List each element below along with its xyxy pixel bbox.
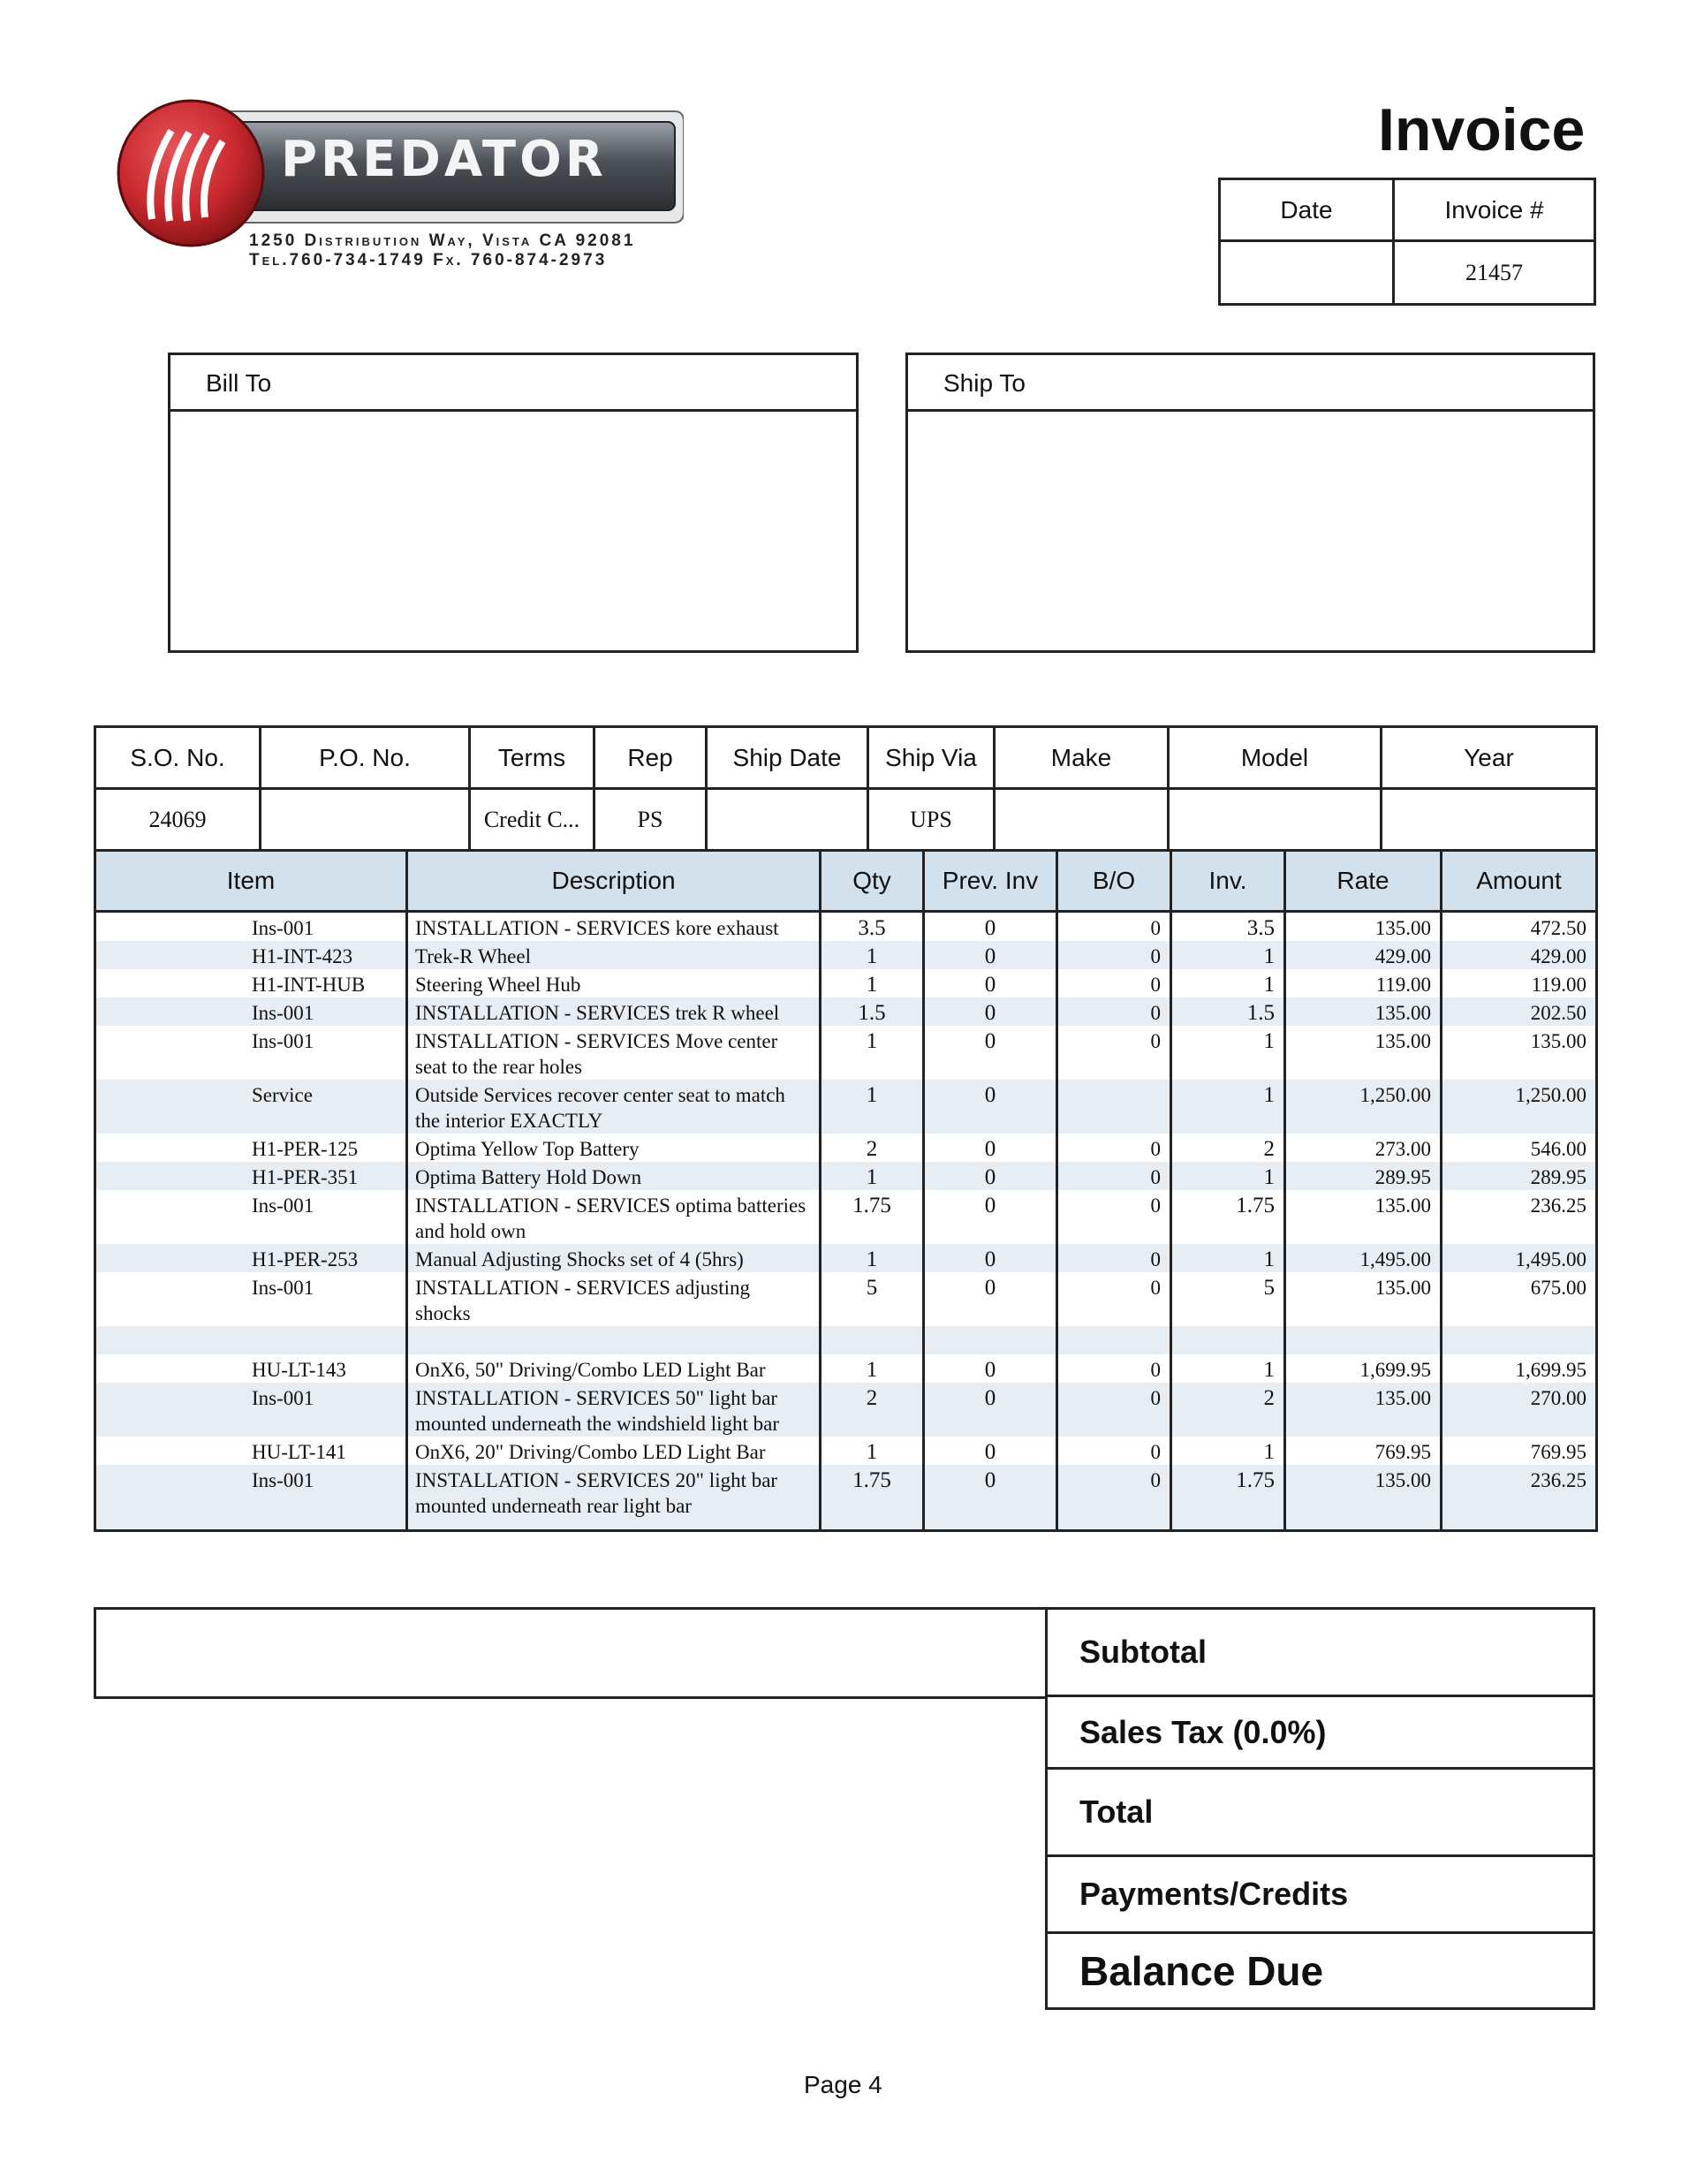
total-label: Total (1045, 1767, 1595, 1857)
cell-rate (1285, 1326, 1442, 1354)
cell-amount: 236.25 (1442, 1190, 1597, 1244)
invoice-number-value: 21457 (1394, 241, 1595, 305)
cell-amount: 546.00 (1442, 1134, 1597, 1162)
order-header-3: Rep (594, 727, 707, 789)
cell-item: H1-INT-423 (95, 941, 407, 969)
cell-prev: 0 (924, 1437, 1057, 1465)
cell-rate: 135.00 (1285, 1383, 1442, 1437)
cell-item: HU-LT-141 (95, 1437, 407, 1465)
cell-description: OnX6, 20" Driving/Combo LED Light Bar (407, 1437, 821, 1465)
order-header-0: S.O. No. (95, 727, 261, 789)
cell-rate: 429.00 (1285, 941, 1442, 969)
cell-item: H1-PER-253 (95, 1244, 407, 1272)
cell-description: Optima Yellow Top Battery (407, 1134, 821, 1162)
table-row (95, 1437, 1597, 1465)
cell-inv: 3.5 (1171, 912, 1285, 942)
ship-to-box (905, 353, 1595, 653)
table-row (95, 997, 1597, 1026)
cell-description: INSTALLATION - SERVICES kore exhaust (407, 912, 821, 942)
order-value-4 (707, 789, 868, 851)
cell-qty (821, 1326, 924, 1354)
cell-description: INSTALLATION - SERVICES Move center seat to the rear holes (407, 1026, 821, 1080)
sales-tax-label: Sales Tax (0.0%) (1045, 1695, 1595, 1770)
cell-item: Ins-001 (95, 1465, 407, 1531)
cell-prev: 0 (924, 997, 1057, 1026)
cell-amount: 429.00 (1442, 941, 1597, 969)
cell-bo: 0 (1057, 969, 1171, 997)
cell-prev: 0 (924, 1190, 1057, 1244)
cell-qty: 1.75 (821, 1465, 924, 1531)
cell-rate: 273.00 (1285, 1134, 1442, 1162)
cell-amount: 119.00 (1442, 969, 1597, 997)
invoice-meta-table (1218, 178, 1596, 306)
bill-to-box (168, 353, 859, 653)
order-header-1: P.O. No. (261, 727, 470, 789)
cell-rate: 1,699.95 (1285, 1354, 1442, 1383)
cell-qty: 1 (821, 1244, 924, 1272)
order-header-5: Ship Via (868, 727, 995, 789)
cell-qty: 1 (821, 1354, 924, 1383)
cell-item: Ins-001 (95, 997, 407, 1026)
cell-inv: 1 (1171, 1244, 1285, 1272)
cell-prev: 0 (924, 1354, 1057, 1383)
cell-amount: 236.25 (1442, 1465, 1597, 1531)
cell-amount: 769.95 (1442, 1437, 1597, 1465)
cell-qty: 1 (821, 1162, 924, 1190)
bill-to-label: Bill To (170, 355, 856, 412)
cell-amount: 472.50 (1442, 912, 1597, 942)
balance-due-label: Balance Due (1045, 1931, 1595, 2010)
cell-amount: 1,495.00 (1442, 1244, 1597, 1272)
cell-bo: 0 (1057, 1354, 1171, 1383)
invoice-number-label: Invoice # (1394, 179, 1595, 241)
cell-prev (924, 1326, 1057, 1354)
cell-inv: 1 (1171, 1080, 1285, 1134)
cell-qty: 1 (821, 1437, 924, 1465)
cell-bo: 0 (1057, 1134, 1171, 1162)
cell-inv: 1 (1171, 941, 1285, 969)
cell-item: H1-INT-HUB (95, 969, 407, 997)
cell-inv: 1 (1171, 969, 1285, 997)
table-row (95, 969, 1597, 997)
table-row (95, 912, 1597, 942)
table-row (95, 1326, 1597, 1354)
cell-item: Service (95, 1080, 407, 1134)
cell-inv: 2 (1171, 1383, 1285, 1437)
items-header-5: Inv. (1171, 851, 1285, 912)
cell-qty: 1.75 (821, 1190, 924, 1244)
cell-prev: 0 (924, 1383, 1057, 1437)
company-name: PREDATOR (281, 131, 607, 188)
page-number: Page 4 (804, 2071, 882, 2098)
cell-bo: 0 (1057, 941, 1171, 969)
cell-prev: 0 (924, 1272, 1057, 1326)
cell-item: Ins-001 (95, 1272, 407, 1326)
cell-inv: 1.5 (1171, 997, 1285, 1026)
cell-bo: 0 (1057, 1244, 1171, 1272)
cell-rate: 135.00 (1285, 912, 1442, 942)
cell-bo: 0 (1057, 1190, 1171, 1244)
cell-description: INSTALLATION - SERVICES optima batteries and hold own (407, 1190, 821, 1244)
cell-rate: 135.00 (1285, 1190, 1442, 1244)
cell-rate: 1,495.00 (1285, 1244, 1442, 1272)
subtotal-label: Subtotal (1045, 1607, 1595, 1697)
order-header-2: Terms (470, 727, 594, 789)
company-address: 1250 Distribution Way, Vista CA 92081 Tel.760-734-1749 Fx. 760-874-2973 (249, 231, 636, 269)
cell-rate: 135.00 (1285, 1026, 1442, 1080)
cell-qty: 1 (821, 941, 924, 969)
order-value-7 (1169, 789, 1382, 851)
line-items-table (94, 849, 1598, 1532)
cell-bo: 0 (1057, 1272, 1171, 1326)
cell-qty: 1 (821, 969, 924, 997)
cell-rate: 135.00 (1285, 1465, 1442, 1531)
cell-inv: 1.75 (1171, 1465, 1285, 1531)
cell-prev: 0 (924, 1244, 1057, 1272)
cell-amount: 289.95 (1442, 1162, 1597, 1190)
table-row (95, 1190, 1597, 1244)
cell-item: Ins-001 (95, 1026, 407, 1080)
cell-description: INSTALLATION - SERVICES 50" light bar mounted underneath the windshield light bar (407, 1383, 821, 1437)
cell-rate: 119.00 (1285, 969, 1442, 997)
cell-description: OnX6, 50" Driving/Combo LED Light Bar (407, 1354, 821, 1383)
table-row (95, 1383, 1597, 1437)
cell-amount: 1,699.95 (1442, 1354, 1597, 1383)
cell-inv: 1 (1171, 1162, 1285, 1190)
cell-bo: 0 (1057, 912, 1171, 942)
cell-description: Outside Services recover center seat to match the interior EXACTLY (407, 1080, 821, 1134)
cell-qty: 2 (821, 1134, 924, 1162)
order-value-1 (261, 789, 470, 851)
cell-bo: 0 (1057, 1383, 1171, 1437)
cell-rate: 1,250.00 (1285, 1080, 1442, 1134)
table-row (95, 1465, 1597, 1531)
cell-item: H1-PER-351 (95, 1162, 407, 1190)
cell-bo (1057, 1326, 1171, 1354)
cell-item: HU-LT-143 (95, 1354, 407, 1383)
invoice-title: Invoice (1378, 96, 1586, 163)
cell-qty: 1 (821, 1026, 924, 1080)
cell-description: Steering Wheel Hub (407, 969, 821, 997)
order-value-2: Credit C... (470, 789, 594, 851)
order-value-3: PS (594, 789, 707, 851)
cell-rate: 769.95 (1285, 1437, 1442, 1465)
items-header-6: Rate (1285, 851, 1442, 912)
cell-prev: 0 (924, 1080, 1057, 1134)
cell-description: Optima Battery Hold Down (407, 1162, 821, 1190)
cell-prev: 0 (924, 1026, 1057, 1080)
cell-bo: 0 (1057, 1026, 1171, 1080)
cell-item: H1-PER-125 (95, 1134, 407, 1162)
payments-credits-label: Payments/Credits (1045, 1854, 1595, 1934)
date-value (1220, 241, 1394, 305)
cell-amount (1442, 1326, 1597, 1354)
table-row (95, 1162, 1597, 1190)
cell-bo (1057, 1080, 1171, 1134)
cell-description (407, 1326, 821, 1354)
cell-bo: 0 (1057, 1162, 1171, 1190)
order-header-7: Model (1169, 727, 1382, 789)
cell-inv: 5 (1171, 1272, 1285, 1326)
notes-box (94, 1607, 1048, 1699)
cell-amount: 675.00 (1442, 1272, 1597, 1326)
order-value-6 (995, 789, 1169, 851)
table-row (95, 941, 1597, 969)
cell-item: Ins-001 (95, 1190, 407, 1244)
cell-rate: 135.00 (1285, 997, 1442, 1026)
cell-description: Manual Adjusting Shocks set of 4 (5hrs) (407, 1244, 821, 1272)
cell-item: Ins-001 (95, 1383, 407, 1437)
items-header-3: Prev. Inv (924, 851, 1057, 912)
cell-qty: 1.5 (821, 997, 924, 1026)
cell-inv (1171, 1326, 1285, 1354)
cell-item (95, 1326, 407, 1354)
cell-prev: 0 (924, 1162, 1057, 1190)
cell-description: INSTALLATION - SERVICES 20" light bar mounted underneath rear light bar (407, 1465, 821, 1531)
items-header-7: Amount (1442, 851, 1597, 912)
order-header-4: Ship Date (707, 727, 868, 789)
ship-to-label: Ship To (908, 355, 1593, 412)
cell-prev: 0 (924, 941, 1057, 969)
table-row (95, 1272, 1597, 1326)
order-value-8 (1382, 789, 1597, 851)
cell-amount: 270.00 (1442, 1383, 1597, 1437)
items-header-1: Description (407, 851, 821, 912)
cell-description: INSTALLATION - SERVICES trek R wheel (407, 997, 821, 1026)
table-row (95, 1244, 1597, 1272)
date-label: Date (1220, 179, 1394, 241)
cell-amount: 1,250.00 (1442, 1080, 1597, 1134)
cell-qty: 2 (821, 1383, 924, 1437)
items-header-0: Item (95, 851, 407, 912)
cell-prev: 0 (924, 969, 1057, 997)
cell-inv: 2 (1171, 1134, 1285, 1162)
cell-prev: 0 (924, 912, 1057, 942)
cell-description: Trek-R Wheel (407, 941, 821, 969)
cell-qty: 3.5 (821, 912, 924, 942)
order-value-5: UPS (868, 789, 995, 851)
order-header-8: Year (1382, 727, 1597, 789)
cell-rate: 289.95 (1285, 1162, 1442, 1190)
order-value-0: 24069 (95, 789, 261, 851)
cell-qty: 1 (821, 1080, 924, 1134)
cell-prev: 0 (924, 1134, 1057, 1162)
table-row (95, 1354, 1597, 1383)
cell-inv: 1.75 (1171, 1190, 1285, 1244)
cell-description: INSTALLATION - SERVICES adjusting shocks (407, 1272, 821, 1326)
cell-amount: 202.50 (1442, 997, 1597, 1026)
items-header-2: Qty (821, 851, 924, 912)
table-row (95, 1026, 1597, 1080)
cell-prev: 0 (924, 1465, 1057, 1531)
cell-item: Ins-001 (95, 912, 407, 942)
table-row (95, 1080, 1597, 1134)
items-header-4: B/O (1057, 851, 1171, 912)
cell-rate: 135.00 (1285, 1272, 1442, 1326)
order-details-table (94, 725, 1598, 852)
cell-bo: 0 (1057, 1465, 1171, 1531)
cell-amount: 135.00 (1442, 1026, 1597, 1080)
table-row (95, 1134, 1597, 1162)
cell-inv: 1 (1171, 1354, 1285, 1383)
cell-inv: 1 (1171, 1026, 1285, 1080)
cell-inv: 1 (1171, 1437, 1285, 1465)
order-header-6: Make (995, 727, 1169, 789)
cell-bo: 0 (1057, 997, 1171, 1026)
cell-qty: 5 (821, 1272, 924, 1326)
cell-bo: 0 (1057, 1437, 1171, 1465)
